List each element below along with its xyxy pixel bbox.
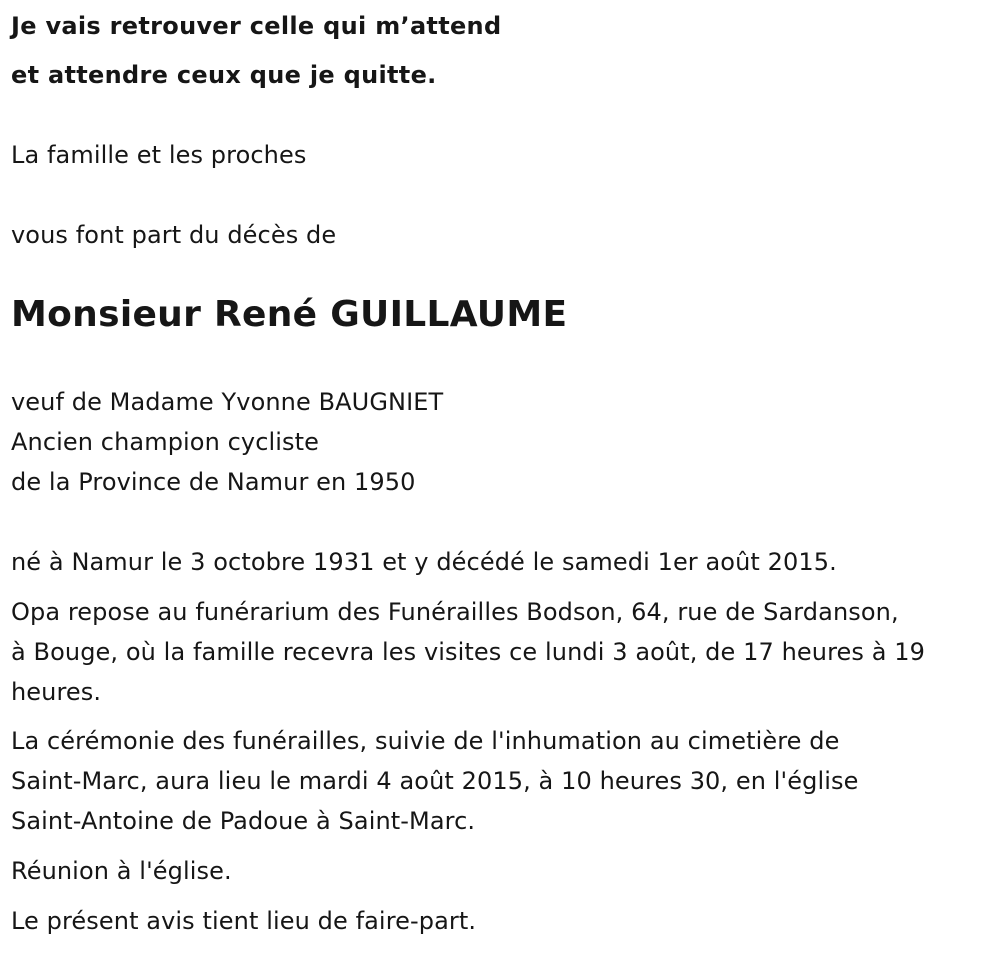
epigraph-line-2: et attendre ceux que je quitte. <box>11 61 437 89</box>
visitation-line-3: heures. <box>11 678 102 706</box>
title-detail: Ancien champion cycliste <box>11 428 320 456</box>
obituary-notice <box>11 0 996 956</box>
birth-death-text: né à Namur le 3 octobre 1931 et y décédé le samedi 1er août 2015. <box>11 548 837 576</box>
intro-text: vous font part du décès de <box>11 221 337 249</box>
ceremony-line-1: La cérémonie des funérailles, suivie de l'inhumation au cimetière de <box>11 727 840 755</box>
meeting-text: Réunion à l'église. <box>11 857 232 885</box>
visitation-line-2: à Bouge, où la famille recevra les visites ce lundi 3 août, de 17 heures à 19 <box>11 638 925 666</box>
closing-text: Le présent avis tient lieu de faire-part. <box>11 907 477 935</box>
province-detail: de la Province de Namur en 1950 <box>11 468 416 496</box>
spouse-detail: veuf de Madame Yvonne BAUGNIET <box>11 388 444 416</box>
ceremony-line-3: Saint-Antoine de Padoue à Saint-Marc. <box>11 807 476 835</box>
ceremony-line-2: Saint-Marc, aura lieu le mardi 4 août 2015, à 10 heures 30, en l'église <box>11 767 859 795</box>
deceased-name: Monsieur René GUILLAUME <box>11 294 568 335</box>
visitation-line-1: Opa repose au funérarium des Funérailles Bodson, 64, rue de Sardanson, <box>11 598 899 626</box>
family-text: La famille et les proches <box>11 141 307 169</box>
epigraph-line-1: Je vais retrouver celle qui m’attend <box>11 12 502 40</box>
